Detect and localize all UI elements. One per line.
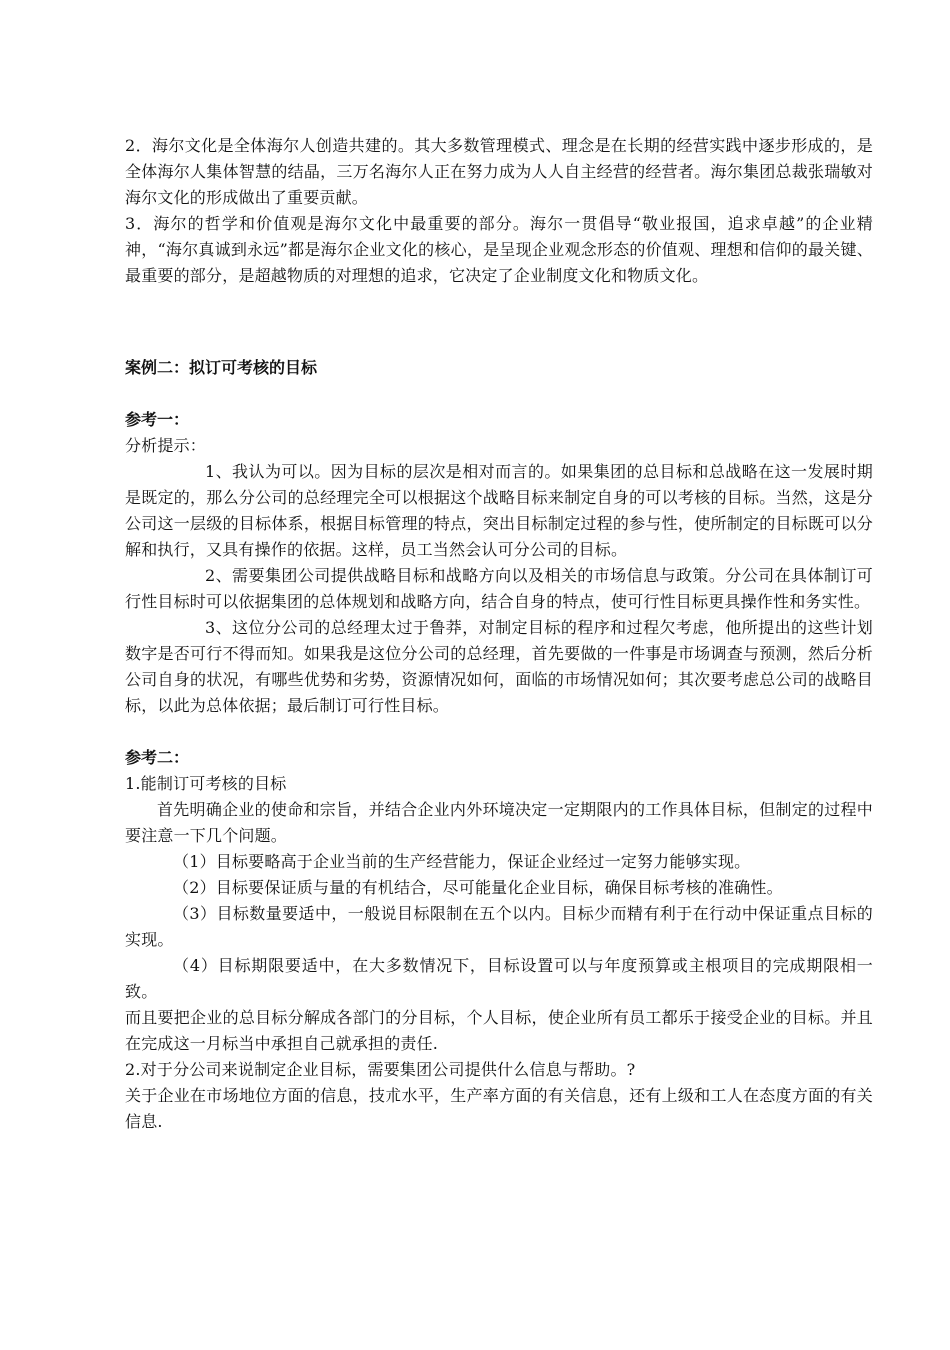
reference-one-heading: 参考一： bbox=[125, 410, 190, 429]
reference-one-item-1: 1、我认为可以。因为目标的层次是相对而言的。如果集团的总目标和总战略在这一发展时期是既定的，那么分公司的总经理完全可以根据这个战略目标来制定自身的可以考核的目标。当然，这是分公司这一层级的目标体系，根据目标管理的特点，突出目标制定过程的参与性，使所制定的目标既可以分解和执行，又具有操作的依据。这样，员工当然会认可分公司的目标。 bbox=[125, 462, 873, 559]
intro-paragraph: 首先明确企业的使命和宗旨，并结合企业内外环境决定一定期限内的工作具体目标，但制定的过程中要注意一下几个问题。 bbox=[125, 800, 873, 845]
case-title: 案例二：拟订可考核的目标 bbox=[125, 358, 318, 377]
point-1: （1）目标要略高于企业当前的生产经营能力，保证企业经过一定努力能够实现。 bbox=[173, 852, 751, 871]
point-2: （2）目标要保证质与量的有机结合，尽可能量化企业目标，确保目标考核的准确性。 bbox=[173, 878, 783, 897]
document-page bbox=[125, 133, 873, 1135]
reference-one-item-3: 3、这位分公司的总经理太过于鲁莽，对制定目标的程序和过程欠考虑，他所提出的这些计划数字是否可行不得而知。如果我是这位分公司的总经理，首先要做的一件事是市场调查与预测，然后分析公司自身的状况，有哪些优势和劣势，资源情况如何，面临的市场情况如何；其次要考虑总公司的战略目标，以此为总体依据；最后制订可行性目标。 bbox=[125, 618, 873, 715]
spacer bbox=[125, 719, 873, 745]
reference-one-item-2: 2、需要集团公司提供战略目标和战略方向以及相关的市场信息与政策。分公司在具体制订可行性目标时可以依据集团的总体规划和战略方向，结合自身的特点，使可行性目标更具操作性和务实性。 bbox=[125, 566, 873, 611]
spacer bbox=[125, 381, 873, 407]
question-two: 2.对于分公司来说制定企业目标，需要集团公司提供什么信息与帮助。? bbox=[125, 1060, 636, 1079]
analysis-hint-label: 分析提示： bbox=[125, 436, 207, 455]
reference-two-heading: 参考二： bbox=[125, 748, 190, 767]
question-one: 1.能制订可考核的目标 bbox=[125, 774, 287, 793]
point-3: （3）目标数量要适中，一般说目标限制在五个以内。目标少而精有利于在行动中保证重点目标的实现。 bbox=[125, 904, 873, 949]
summary-paragraph: 而且要把企业的总目标分解成各部门的分目标，个人目标，使企业所有员工都乐于接受企业的目标。并且在完成这一月标当中承担自己就承担的责任. bbox=[125, 1008, 873, 1053]
point-4: （4）目标期限要适中，在大多数情况下，目标设置可以与年度预算或主根项目的完成期限相一致。 bbox=[125, 956, 873, 1001]
spacer bbox=[125, 289, 873, 341]
paragraph-culture-2: 2．海尔文化是全体海尔人创造共建的。其大多数管理模式、理念是在长期的经营实践中逐步形成的，是全体海尔人集体智慧的结晶，三万名海尔人正在努力成为人人自主经营的经营者。海尔集团总裁张瑞敏对海尔文化的形成做出了重要贡献。 bbox=[125, 136, 873, 207]
spacer bbox=[125, 341, 873, 355]
answer-two: 关于企业在市场地位方面的信息，技朮水平，生产率方面的有关信息，还有上级和工人在态度方面的有关信息. bbox=[125, 1086, 873, 1131]
paragraph-culture-3: 3．海尔的哲学和价值观是海尔文化中最重要的部分。海尔一贯倡导“敬业报国，追求卓越”的企业精神，“海尔真诚到永远”都是海尔企业文化的核心，是呈现企业观念形态的价值观、理想和信仰的最关键、最重要的部分，是超越物质的对理想的追求，它决定了企业制度文化和物质文化。 bbox=[125, 214, 873, 285]
